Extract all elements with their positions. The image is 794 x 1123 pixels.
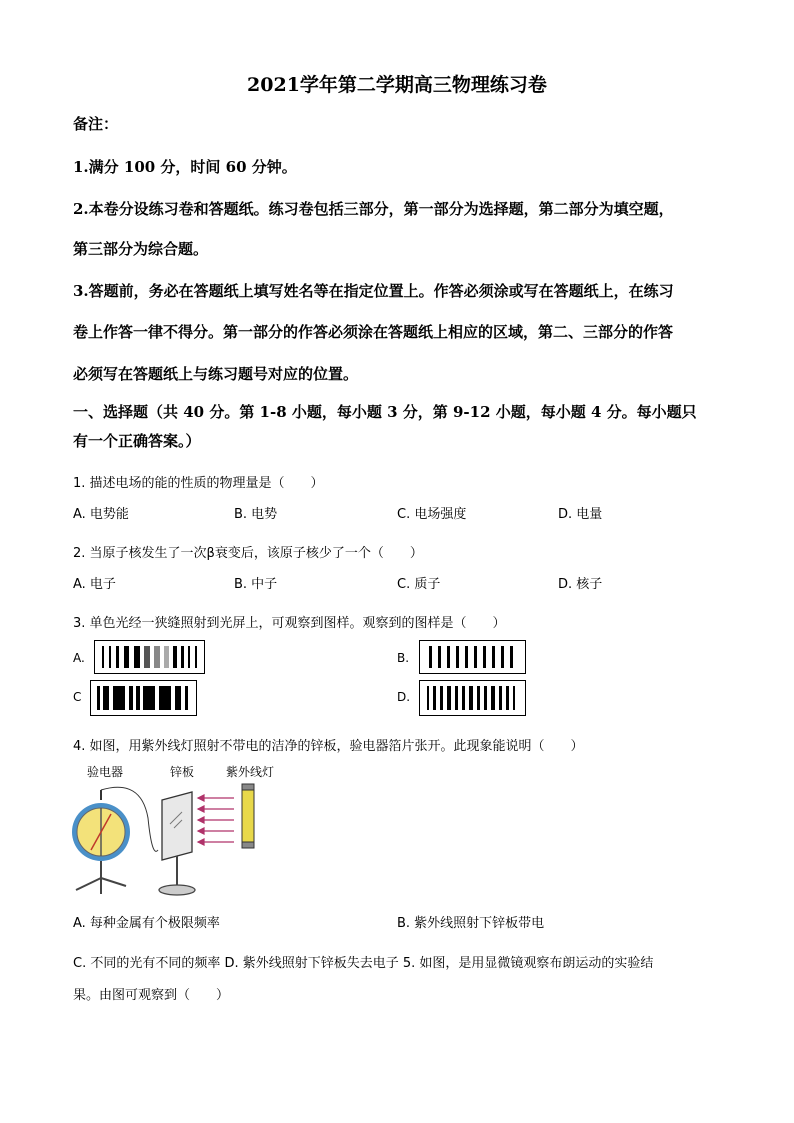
note-line-3b: 卷上作答一律不得分。第一部分的作答必须涂在答题纸上相应的区域，第二、三部分的作答 bbox=[73, 323, 674, 341]
question-3-label-a: A. bbox=[73, 651, 85, 665]
section-1-heading-cont: 有一个正确答案。） bbox=[73, 432, 201, 450]
photoelectric-figure bbox=[66, 778, 306, 902]
pattern-d bbox=[419, 680, 526, 716]
question-3-stem: 3. 单色光经一狭缝照射到光屏上，可观察到图样。观察到的图样是（ ） bbox=[73, 616, 506, 631]
pattern-c bbox=[90, 680, 197, 716]
question-1-option-b: B. 电势 bbox=[234, 507, 278, 522]
figure-label-zinc-plate: 锌板 bbox=[170, 765, 195, 779]
notes-heading: 备注： bbox=[73, 115, 119, 133]
question-3-label-d: D. bbox=[397, 690, 411, 704]
question-2-option-a: A. 电子 bbox=[73, 577, 116, 592]
zinc-plate-icon bbox=[159, 792, 195, 895]
question-1-option-c: C. 电场强度 bbox=[397, 507, 467, 522]
question-3-label-b: B. bbox=[397, 651, 410, 665]
question-2-option-b: B. 中子 bbox=[234, 577, 278, 592]
question-1-option-d: D. 电量 bbox=[558, 507, 603, 522]
question-2-stem: 2. 当原子核发生了一次β衰变后，该原子核少了一个（ ） bbox=[73, 546, 423, 561]
uv-lamp-icon bbox=[242, 784, 254, 848]
uv-ray-arrows bbox=[198, 795, 234, 845]
question-2-option-d: D. 核子 bbox=[558, 577, 603, 592]
question-4-options-cd: C. 不同的光有不同的频率 D. 紫外线照射下锌板失去电子 5. 如图，是用显微镜观察布朗运动的实验结 bbox=[73, 956, 654, 971]
question-1-option-a: A. 电势能 bbox=[73, 507, 129, 522]
note-line-3c: 必须写在答题纸上与练习题号对应的位置。 bbox=[73, 365, 359, 383]
question-3-label-c: C bbox=[73, 690, 82, 704]
question-4-stem: 4. 如图，用紫外线灯照射不带电的洁净的锌板，验电器箔片张开。此现象能说明（ ） bbox=[73, 739, 584, 754]
section-1-heading: 一、选择题（共 40 分。第 1-8 小题，每小题 3 分，第 9-12 小题，每小题 4 分。每小题只 bbox=[73, 403, 697, 421]
question-4-option-b: B. 紫外线照射下锌板带电 bbox=[397, 916, 545, 931]
pattern-b bbox=[419, 640, 526, 674]
note-line-3a: 3.答题前，务必在答题纸上填写姓名等在指定位置上。作答必须涂或写在答题纸上，在练习 bbox=[73, 282, 674, 300]
question-4-option-a: A. 每种金属有个极限频率 bbox=[73, 916, 220, 931]
note-line-2b: 第三部分为综合题。 bbox=[73, 240, 209, 258]
question-2-option-c: C. 质子 bbox=[397, 577, 441, 592]
figure-label-uv-lamp: 紫外线灯 bbox=[226, 765, 275, 779]
electroscope-icon bbox=[72, 790, 130, 894]
question-1-stem: 1. 描述电场的能的性质的物理量是（ ） bbox=[73, 476, 324, 491]
note-line-1: 1.满分 100 分，时间 60 分钟。 bbox=[73, 158, 297, 176]
note-line-2a: 2.本卷分设练习卷和答题纸。练习卷包括三部分，第一部分为选择题，第二部分为填空题， bbox=[73, 200, 674, 218]
question-5-stem-cont: 果。由图可观察到（ ） bbox=[73, 988, 230, 1003]
figure-label-electroscope: 验电器 bbox=[87, 765, 124, 779]
pattern-a bbox=[94, 640, 205, 674]
page-title: 2021学年第二学期高三物理练习卷 bbox=[247, 74, 547, 96]
